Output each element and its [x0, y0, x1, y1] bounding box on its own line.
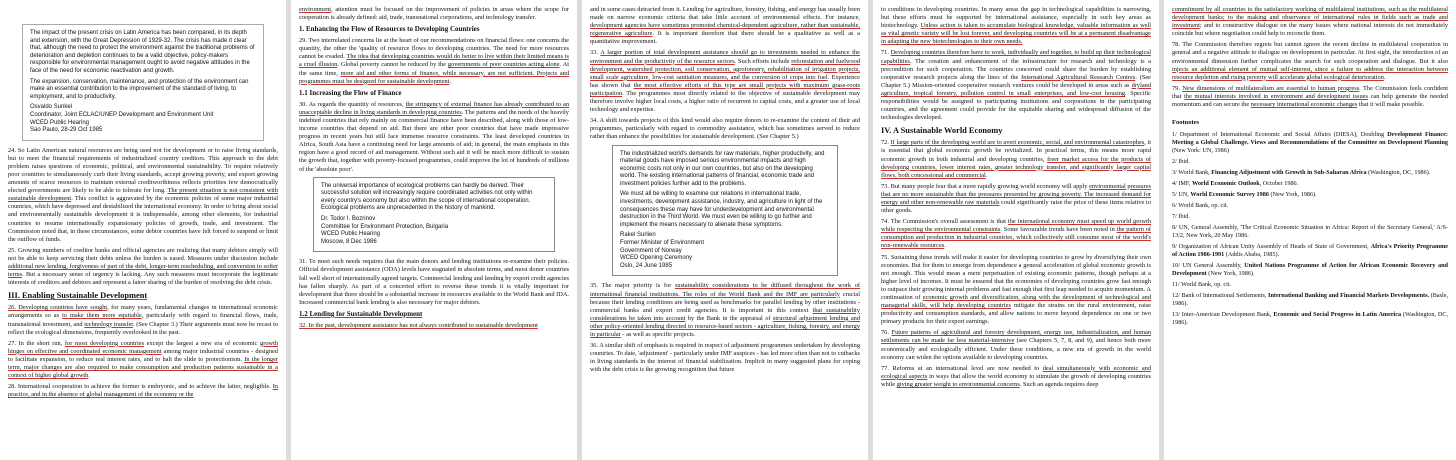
quote-signature-title: Committee for Environment Protection, Bulgaria	[321, 223, 449, 230]
section-heading-1: 1. Enhancing the Flow of Resources to Developing Countries	[299, 25, 480, 34]
quote-box-bozrinov	[313, 177, 555, 253]
footnote-13: 13/ Inter-American Development Bank, Economic and Social Progress in Latin America (Washington, DC, 1986).	[1172, 310, 1449, 326]
page-2	[291, 0, 577, 460]
paragraph-25: 25. Growing numbers of creditor banks and official agencies are realizing that many debtors simply will not be able to keep servicing their debts unless the burden is eased. Measures under discussion include additional new lending, forgiveness of part of the debt, longer-term rescheduling, and conversion to softer terms. But a necessary sense of urgency is lacking. Any such measures must incorporate the legitimate interests of creditors and debtors and represent a fairer sharing of the burden of resolving the debt crisis.	[8, 246, 278, 287]
paragraph-74: 74. The Commission's overall assessment is that the international economy must speed up world growth while respecting the environmental constraints. Some favourable trends have been noted in the pattern of consumption and production in industrial countries, which collectively still consume most of the world's non-renewable resources.	[881, 218, 1151, 250]
page-1	[0, 0, 286, 460]
paragraph-32: 32. In the past, development assistance has not always contributed to sustainable development	[299, 321, 538, 329]
section-heading-iii: III. Enabling Sustainable Development	[8, 291, 148, 301]
footnote-11: 11/ World Bank, op. cit.	[1172, 280, 1232, 288]
paragraph-72: 72. If large parts of the developing world are to avert economic, social, and environmental catastrophes, it is essential that global economic growth be revitalized. In practical terms, this means more rapid economic growth in both industrial and developing countries, freer market access for the products of developing countries, lower interest rates, greater technology transfer, and significantly larger capital flows, both concessional and commercial.	[881, 139, 1152, 179]
quote-paragraph: The impact of the present crisis on Latin America has been compared, in its depth and extension, with the Great Depression of 1929-32. The crisis has made it clear that, although the need to protect the environment against the traditional problems of deterioration and depletion continues to be a valid objective, policy-makers responsible for environmental management ought to avoid negative attitudes in the face of the need for economic reactivation and growth.	[30, 30, 255, 74]
paragraph-31: 31. To meet such needs requires that the main donors and lending institutions re-examine their policies. Official development assistance (ODA) levels have stagnated in absolute terms, and most donor countries fall well short of internationally agreed targets. Commercial lending and lending by export credit agencies has fallen sharply. As part of a concerted effort to reverse these trends it is vitally important for development that there should be a substantial increase in resources available to the World Bank and IDA. Increased commercial bank lending is also necessary for major debtors.	[299, 258, 569, 306]
quote-signature-event: WCED Opening Ceremony	[620, 255, 693, 262]
quote-signature-name: Dr. Todor I. Bozrinov	[321, 215, 376, 222]
section-heading-iv: IV. A Sustainable World Economy	[881, 126, 1003, 136]
paragraph-continued: commitment by all countries to the satisfactory working of multilateral institutions, such as the multilateral development banks; to the making and observance of international rules in fields such as trade and investment; and to constructive dialogue on the many issues where national interests do not immediately coincide but where negotiation could help to reconcile them.	[1172, 6, 1448, 38]
page-4	[873, 0, 1159, 460]
paragraph-73: 73. But many people fear that a more rapidly growing world economy will apply environmental pressures that are no more sustainable than the pressures presented by growing poverty. The increased demand for energy and other non-renewable raw materials could significantly raise the price of these items relative to other goods.	[881, 182, 1151, 215]
paragraph-79: 79. New dimensions of multilateralism are essential to human progress. The Commission feels confident that the mutual interests involved in environment and development issues can help generate the needed momentum and can secure the necessary international economic changes that it will make possible.	[1172, 84, 1449, 109]
quote-signature-event: WCED Public Hearing	[30, 119, 90, 126]
paragraph-28: 28. International cooperation to achieve the former is embryonic, and to achieve the latter, negligible. In practice, and in the absence of global management of the economy or the	[8, 383, 278, 399]
footnote-8: 8/ UN, General Assembly, 'The Critical Economic Situation in Africa: Report of the Secretary General,' A/S-13/2, New York, 20 May 1986.	[1172, 223, 1448, 239]
footnote-2: 2/ Ibid.	[1172, 157, 1190, 165]
paragraph-78: 78. The Commission therefore regrets but cannot ignore the recent decline in multilateral cooperation in general and a negative attitude to dialogue on development in particular. At first sight, the introduction of an environmental dimension further complicates the search for such cooperation and dialogue. But it also injects an additional element of mutual self-interest, since a failure to address the interaction between resource depletion and rising poverty will accelerate global ecological deterioration.	[1172, 41, 1448, 81]
paragraph-29: 29. Two interrelated concerns lie at the heart of our recommendations on financial flows: one concerns the quantity, the other the 'quality of resource flows to developing countries. The need for more resources cannot be evaded. The idea that developing countries would do better to live within their limited means is a cruel illusion. Global poverty cannot be reduced by the governments of poor countries acting alone. At the same time, more aid and other forms of finance, while necessary, are not sufficient. Projects and programmes must be designed for sustainable development.	[299, 37, 570, 85]
footnote-9: 9/ Organization of African Unity Assembly of Heads of State of Government, Africa's Priority Programme of Action 1986-1991 (Addis Ababa, 1985).	[1172, 242, 1448, 258]
section-heading-1-1: 1.1 Increasing the Flow of Finance	[299, 88, 402, 97]
paragraph-27: 27. In the short run, for most developing countries except the largest a new era of economic growth hinges on effective and coordinated economic management among major industrial countries - designed to facilitate expansion, to reduce real interest rates, and to halt the slide to protectionism. In the longer term, major changes are also required to make consumption and production patterns sustainable in a context of higher global growth.	[8, 339, 279, 380]
quote-paragraph: The universal importance of ecological problems can hardly be denied. Their successful solution will increasingly require coordinated activities not only within every country's economy but also within the scope of international cooperation. Ecological problems are unprecedented in the history of mankind.	[321, 182, 533, 212]
quote-signature-event: WCED Public Hearing	[321, 231, 381, 238]
footnote-12: 12/ Bank of International Settlements, International Banking and Financial Markets Developments. (Basle, 1986).	[1172, 291, 1448, 307]
quote-paragraph: We must all be willing to examine our relations in international trade, investments, development assistance, industry, and agriculture in light of the consequences these may have for underdevelopment and environmental destruction in the Third World. We must even be willing to go further and implement the means necessary to alienate these symptoms.	[620, 191, 823, 228]
quote-box-sunkel	[22, 24, 264, 141]
paragraph-continued: and in some cases detracted from it. Lending for agriculture, forestry, fishing, and energy has usually been made on narrow economic criteria that take little account of environmental effects. For instance, development agencies have sometimes promoted chemical-dependent agriculture, rather than sustainable, regenerative agriculture. It is important therefore that there should be a qualitative as well as a quantitative improvement.	[590, 6, 860, 46]
quote-signature-date: Moscow, 8 Dec 1986	[321, 238, 377, 245]
footnote-1: 1/ Department of International Economic and Social Affairs (DIESA), Doubling Development Finance: Meeting a Global Challenge. Views and Recommendations of the Committee on Development Planning (New York: UN, 1986)	[1172, 130, 1448, 154]
paragraph-24: 24. So Latin American natural resources are being used not for development or to raise living standards, but to meet the financial requirements of industrialized country creditors. This approach to the debt problem raises questions of economic, political, and environmental sustainability. To require relatively poor countries to simultaneously curb their living standards, accept growing poverty, and export growing amounts of scarce resources to maintain external creditworthiness reflects priorities few democratically elected governments are likely to be able to tolerate for long. The present situation is not consistent with sustainable development. This conflict is aggravated by the economic policies of some major industrial countries, which have depressed and destabilized the international economy. In order to bring about social and environmentally sustainable development it is indispensable, among other elements, for industrial countries to resume internationally expansionary policies of growth, trade, and investment. The Commission noted that, in these circumstances, some debtor countries have felt forced to suspend or limit the outflow of funds.	[8, 146, 278, 243]
footnote-3: 3/ World Bank, Financing Adjustment with Growth in Sub-Saharan Africa (Washington, DC, 1986).	[1172, 168, 1431, 176]
paragraph-continued: to conditions in developing countries. In many areas the gap in technological capabilities is narrowing, but these efforts must be supported by international assistance, especially in such key areas as biotechnology. Unless action is taken to accumulate biological knowledge, valuable information as well as vital genetic variety will be lost forever, and developing countries will be at a permanent disadvantage in adapting the new biotechnologies to their own needs.	[881, 6, 1151, 46]
quote-signature-title: Coordinator, Joint ECLAC/UNEP Development and Environment Unit	[30, 111, 214, 118]
footnote-5: 5/ UN, World Economic Survey 1986 (New York, 1986).	[1172, 190, 1317, 198]
footnote-4: 4/ IMF, World Economic Outlook, October 1986.	[1172, 179, 1299, 187]
quote-signature-date: Sao Paulo, 28-29 Oct 1985	[30, 127, 103, 134]
quote-signature-org: Government of Norway	[620, 247, 682, 254]
quote-signature-title: Former Minister of Environment	[620, 240, 705, 247]
footnote-10: 10/ UN General Assembly, United Nations Programme of Action for African Economic Recovery and Development (New York, 1986).	[1172, 261, 1448, 277]
paragraph-75: 75. Sustaining these trends will make it easier for developing countries to grow by diversifying their own economies. But for them to emerge from dependence a general acceleration of global economic growth is not enough. This would mean a mere perpetuation of existing economic patterns, though perhaps at a higher level of incomes. It must be ensured that the economies of developing countries grow fast enough to outpace their growing internal problems and fast enough that first leap needed to acquire momentum. A continuation of economic growth and diversification, along with the development of technological and managerial skills, will help developing countries mitigate the strains on the rural environment, raise productivity and consumption standards, and allow nations to move beyond dependence on one or two primary products for their export earnings.	[881, 253, 1151, 326]
page-3	[582, 0, 868, 460]
quote-signature-name: Rakel Surlien	[620, 232, 656, 239]
footnote-7: 7/ Ibid.	[1172, 212, 1190, 220]
quote-signature-name: Osvaldo Sunkel	[30, 104, 73, 111]
paragraph-76: 76. Future patterns of agricultural and forestry development, energy use, industrialization, and human settlements can be made far less material-intensive (see Chapters 5, 7, 8, and 9), and hence both more economically and ecologically efficient. Under these conditions, a new era of growth in the world economy can widen the options available to developing countries.	[881, 329, 1152, 361]
quote-paragraph: The industrialized world's demands for raw materials, higher productivity, and material goods have imposed serious environmental impacts and high economic costs not only in our own countries, but also on the developing world. The existing international patterns of financial, economic trade and investment policies further add to the problems.	[620, 150, 825, 187]
paragraph-26: 26. Developing countries have sought, for many years, fundamental changes in international economic arrangements so as to make them more equitable, particularly with regard to financial flows, trade, transnational investment, and technology transfer. (See Chapter 3.) Their arguments must now be recast to reflect the ecological dimensions, frequently overlooked in the past.	[8, 304, 279, 336]
paragraph-35: 35. The major priority is for sustainability considerations to be diffused throughout the work of international financial institutions. The roles of the World Bank and the IMF are particularly crucial because their lending conditions are being used as benchmarks for parallel lending by other institutions - commercial banks and export credit agencies. It is important in this context that sustainability considerations be taken into account by the Bank in the appraisal of structural adjustment lending and other policy-oriented lending directed to resource-based sectors - agriculture, fishing, forestry, and energy in particular - as well as specific projects.	[590, 282, 860, 338]
paragraph-34: 34. A shift towards projects of this kind would also require donors to re-examine the content of their aid programmes, particularly with regard to commodity assistance, which has sometimes served to reduce rather than enhance the possibilities for sustainable development. (See Chapter 5.)	[590, 117, 860, 141]
paragraph-36: 36. A similar shift of emphasis is required in respect of adjustment programmes undertaken by developing countries. To date, 'adjustment' - particularly under IMF auspices - has led more often than not to cutbacks in living standards in the interest of financial stabilization. Implicit in many suggested plans for coping with the debt crisis is the growing recognition that future	[590, 342, 860, 374]
quote-paragraph: The expansion, conservation, maintenance, and protection of the environment can make an essential contribution to the improvement of the standard of living, to employment, and to productivity.	[30, 78, 249, 100]
footnotes-heading: Footnotes	[1172, 119, 1200, 127]
page-5	[1164, 0, 1456, 460]
footnote-6: 6/ World Bank, op. cit.	[1172, 201, 1229, 209]
quote-box-surlien	[612, 145, 838, 277]
paragraph-30: 30. As regards the quantity of resources, the stringency of external finance has already contributed to an unacceptable decline in living standards in developing countries. The patterns and the needs of the heavily indebted countries that rely mainly on commercial finance have been described, along with those of low-income countries that depend on aid. But there are other poor countries that have made impressive progress in recent years but still face immense resource constraints. The least developed countries in Africa, South Asia have a continuing need for large amounts of aid; in general, the main emphasis in this region have a good record of aid management. Without such aid it will be much more difficult to sustain the growth that, together with poverty-focused programmes, could improve the lot of hundreds of millions of the 'absolute poor'.	[299, 100, 570, 173]
paragraph-33: 33. A larger portion of total development assistance should go to investments needed to enhance the environment and the productivity of the resource sectors. Such efforts include reforestation and fuelwood development, watershed protection, soil conservation, agroforestry, rehabilitation of irrigation projects, small scale agriculture, low-cost sanitation measures, and the conversion of crops into fuel. Experience has shown that the most effective efforts of this type are small projects with maximum grass-roots participation. The programmes most directly related to the objective of sustainable development may therefore involve higher local costs, a higher ratio of recurrent to capital costs, and a greater use of local technology and expertise.	[590, 49, 861, 114]
footnotes-list	[1172, 131, 1448, 327]
paragraph-71: 71. Developing countries therefore have to work, individually and together, to build up their technological capabilities. The creation and enhancement of the infrastructure for research and technology is a precondition for such cooperation. The countries concerned could share the burden by establishing cooperative research projects along the lines of the International Agricultural Research Centres. (See Chapter 5.) Mission-oriented cooperative research ventures could be developed in areas such as dryland agriculture, tropical forestry, pollution control in small enterprises, and low-cost housing. Specific responsibilities would be assigned to participating institutions and corporations in the participating countries, and the agreement could provide for the equitable sharing and widespread diffusion of the technologies developed.	[881, 49, 1151, 122]
quote-signature-date: Oslo, 24 June 1985	[620, 262, 673, 269]
paragraph-continued: environment, attention must be focused on the improvement of policies in areas where the scope for cooperation is already defined: aid, trade, transnational corporations, and technology transfer.	[299, 6, 569, 22]
section-heading-1-2: 1.2 Lending for Sustainable Development	[299, 309, 423, 318]
paragraph-77: 77. Reforms at an international level are now needed to deal simultaneously with economic and ecological aspects in ways that allow the world economy to stimulate the growth of developing countries while giving greater weight to environmental concerns. Such an agenda requires deep	[881, 364, 1152, 388]
